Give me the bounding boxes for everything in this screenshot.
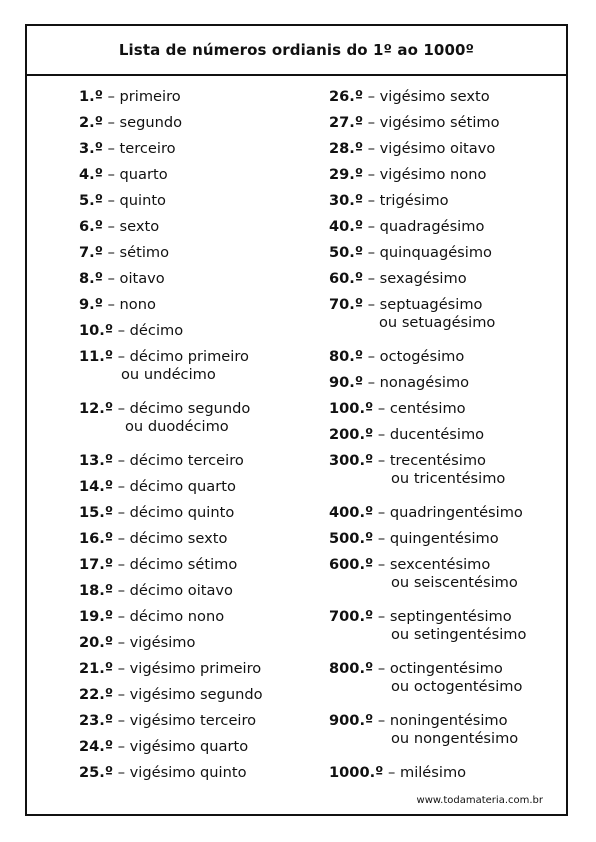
ordinal-name: sexto [119, 218, 160, 235]
ordinal-number: 100.º [329, 400, 374, 417]
entry-line [79, 530, 227, 547]
ordinal-name: octogésimo [379, 348, 465, 365]
ordinal-number: 26.º [329, 88, 364, 105]
dash-separator: – [102, 114, 120, 131]
entry-line [79, 764, 247, 781]
ordinal-name: centésimo [389, 400, 466, 417]
ordinal-number: 23.º [79, 712, 114, 729]
dash-separator: – [102, 192, 120, 209]
list-item [79, 114, 182, 132]
entry-line [329, 296, 482, 313]
dash-separator: – [363, 218, 380, 235]
ordinal-number: 22.º [79, 686, 114, 703]
dash-separator: – [102, 140, 120, 157]
ordinal-name: vigésimo sexto [379, 88, 490, 105]
ordinal-name: primeiro [119, 88, 181, 105]
list-item [79, 556, 237, 574]
dash-separator: – [102, 296, 120, 313]
entry-line [329, 426, 484, 443]
list-item [329, 660, 522, 696]
ordinal-number: 12.º [79, 400, 114, 417]
ordinal-name: décimo primeiro [129, 348, 249, 365]
ordinal-number: 18.º [79, 582, 114, 599]
entry-line [79, 608, 224, 625]
ordinal-name: vigésimo quarto [129, 738, 249, 755]
ordinal-name: terceiro [119, 140, 176, 157]
ordinal-name: décimo terceiro [129, 452, 244, 469]
ordinal-number: 28.º [329, 140, 364, 157]
dash-separator: – [102, 270, 120, 287]
website-footer: www.todamateria.com.br [416, 795, 543, 806]
ordinal-number: 24.º [79, 738, 114, 755]
entry-line [329, 244, 492, 261]
dash-separator: – [363, 192, 380, 209]
ordinal-number: 6.º [79, 218, 103, 235]
list-item [329, 556, 518, 592]
dash-separator: – [373, 530, 390, 547]
list-item [79, 166, 168, 184]
ordinal-number: 8.º [79, 270, 103, 287]
list-item [79, 452, 244, 470]
list-item [329, 348, 464, 366]
list-item [79, 634, 195, 652]
dash-separator: – [113, 582, 130, 599]
list-item [79, 660, 261, 678]
dash-separator: – [102, 88, 120, 105]
dash-separator: – [383, 764, 400, 781]
list-item [329, 114, 500, 132]
list-item [79, 322, 183, 340]
ordinal-number: 25.º [79, 764, 114, 781]
list-item [79, 140, 176, 158]
entry-line [329, 270, 467, 287]
list-item [329, 530, 499, 548]
entry-line [329, 400, 466, 417]
ordinal-name: décimo nono [129, 608, 225, 625]
ordinal-number: 11.º [79, 348, 114, 365]
alternative-name: ou seiscentésimo [391, 574, 518, 591]
dash-separator: – [113, 556, 130, 573]
entry-line [329, 374, 469, 391]
ordinal-name: segundo [119, 114, 183, 131]
list-item [329, 608, 526, 644]
dash-separator: – [373, 452, 390, 469]
dash-separator: – [113, 504, 130, 521]
ordinal-name: quinquagésimo [379, 244, 492, 261]
ordinal-number: 3.º [79, 140, 103, 157]
ordinal-name: vigésimo sétimo [379, 114, 500, 131]
dash-separator: – [373, 556, 390, 573]
ordinal-number: 500.º [329, 530, 374, 547]
list-item [329, 504, 523, 522]
ordinal-number: 60.º [329, 270, 364, 287]
ordinal-name: oitavo [119, 270, 165, 287]
dash-separator: – [363, 244, 380, 261]
ordinal-number: 50.º [329, 244, 364, 261]
ordinal-number: 21.º [79, 660, 114, 677]
entry-line [79, 166, 168, 183]
entry-line [329, 452, 486, 469]
ordinal-number: 9.º [79, 296, 103, 313]
ordinal-number: 700.º [329, 608, 374, 625]
entry-line [329, 530, 499, 547]
entry-line [79, 582, 233, 599]
dash-separator: – [102, 218, 120, 235]
entry-line [79, 660, 261, 677]
dash-separator: – [102, 244, 120, 261]
ordinal-number: 800.º [329, 660, 374, 677]
entry-line [79, 400, 250, 417]
entry-line [329, 504, 523, 521]
ordinal-number: 17.º [79, 556, 114, 573]
dash-separator: – [373, 608, 390, 625]
list-item [79, 270, 165, 288]
dash-separator: – [363, 88, 380, 105]
entry-line [329, 608, 512, 625]
entry-line [329, 114, 500, 131]
entry-line [79, 686, 263, 703]
ordinal-name: vigésimo oitavo [379, 140, 496, 157]
ordinal-name: décimo segundo [129, 400, 251, 417]
ordinal-number: 70.º [329, 296, 364, 313]
ordinal-name: quinto [119, 192, 166, 209]
list-item [329, 166, 486, 184]
entry-line [329, 348, 464, 365]
list-item [329, 88, 490, 106]
entry-line [329, 88, 490, 105]
entry-line [329, 712, 508, 729]
ordinal-number: 1.º [79, 88, 103, 105]
list-item [79, 504, 234, 522]
ordinal-number: 300.º [329, 452, 374, 469]
entry-line [79, 296, 156, 313]
document-frame [25, 24, 568, 816]
ordinal-number: 20.º [79, 634, 114, 651]
list-item [329, 712, 518, 748]
dash-separator: – [363, 270, 380, 287]
ordinal-number: 5.º [79, 192, 103, 209]
ordinal-name: sexagésimo [379, 270, 467, 287]
list-item [329, 192, 449, 210]
alternative-name: ou nongentésimo [391, 730, 519, 747]
entry-line [329, 140, 495, 157]
list-item [79, 218, 159, 236]
entry-line [79, 192, 166, 209]
dash-separator: – [113, 712, 130, 729]
dash-separator: – [363, 114, 380, 131]
ordinal-number: 30.º [329, 192, 364, 209]
list-item [79, 582, 233, 600]
alternative-name: ou duodécimo [125, 418, 229, 435]
entry-line [79, 88, 181, 105]
ordinal-name: septingentésimo [389, 608, 512, 625]
ordinal-number: 1000.º [329, 764, 384, 781]
entry-line [79, 504, 234, 521]
ordinal-name: noningentésimo [389, 712, 508, 729]
list-item [79, 530, 227, 548]
list-item [329, 270, 467, 288]
dash-separator: – [113, 452, 130, 469]
ordinal-name: vigésimo primeiro [129, 660, 262, 677]
entry-line [79, 322, 183, 339]
list-item [329, 400, 466, 418]
ordinal-name: quingentésimo [389, 530, 499, 547]
ordinal-name: quarto [119, 166, 168, 183]
ordinal-name: sétimo [119, 244, 170, 261]
list-item [329, 374, 469, 392]
ordinal-name: milésimo [399, 764, 467, 781]
ordinal-number: 29.º [329, 166, 364, 183]
list-item [329, 764, 466, 782]
alternative-name: ou octogentésimo [391, 678, 523, 695]
dash-separator: – [373, 426, 390, 443]
title-bar [27, 26, 566, 76]
dash-separator: – [373, 660, 390, 677]
list-item [329, 296, 495, 332]
dash-separator: – [373, 712, 390, 729]
dash-separator: – [113, 400, 130, 417]
dash-separator: – [113, 322, 130, 339]
alternative-name: ou setingentésimo [391, 626, 527, 643]
list-item [329, 452, 505, 488]
dash-separator: – [113, 478, 130, 495]
list-item [79, 244, 169, 262]
entry-line [329, 660, 503, 677]
ordinal-name: vigésimo quinto [129, 764, 247, 781]
list-item [79, 764, 247, 782]
dash-separator: – [113, 686, 130, 703]
entry-line [79, 140, 176, 157]
page-title: Lista de números ordianis do 1º ao 1000º [118, 41, 475, 59]
list-item [79, 296, 156, 314]
ordinal-name: sexcentésimo [389, 556, 491, 573]
dash-separator: – [102, 166, 120, 183]
ordinal-name: vigésimo [129, 634, 196, 651]
ordinal-number: 200.º [329, 426, 374, 443]
entry-line [79, 244, 169, 261]
list-item [329, 426, 484, 444]
ordinal-number: 600.º [329, 556, 374, 573]
list-item [329, 218, 484, 236]
entry-line [329, 166, 486, 183]
ordinal-number: 400.º [329, 504, 374, 521]
entry-line [79, 270, 165, 287]
dash-separator: – [363, 296, 380, 313]
ordinal-name: décimo [129, 322, 184, 339]
alternative-name: ou setuagésimo [379, 314, 496, 331]
ordinal-name: décimo quarto [129, 478, 236, 495]
ordinal-name: trecentésimo [389, 452, 486, 469]
entry-line [79, 634, 195, 651]
ordinal-number: 40.º [329, 218, 364, 235]
list-item [79, 686, 263, 704]
dash-separator: – [363, 348, 380, 365]
entry-line [329, 556, 490, 573]
ordinal-number: 16.º [79, 530, 114, 547]
ordinal-number: 19.º [79, 608, 114, 625]
ordinal-name: vigésimo segundo [129, 686, 263, 703]
ordinal-name: décimo sexto [129, 530, 228, 547]
ordinal-number: 7.º [79, 244, 103, 261]
alternative-name: ou tricentésimo [391, 470, 506, 487]
entry-line [79, 452, 244, 469]
ordinal-number: 80.º [329, 348, 364, 365]
list-item [329, 140, 495, 158]
ordinal-name: ducentésimo [389, 426, 485, 443]
dash-separator: – [363, 374, 380, 391]
entry-line [79, 712, 256, 729]
dash-separator: – [363, 140, 380, 157]
ordinal-number: 4.º [79, 166, 103, 183]
ordinal-name: quadringentésimo [389, 504, 523, 521]
dash-separator: – [113, 764, 130, 781]
dash-separator: – [113, 608, 130, 625]
ordinal-name: nonagésimo [379, 374, 470, 391]
ordinal-number: 13.º [79, 452, 114, 469]
ordinal-name: vigésimo nono [379, 166, 487, 183]
ordinal-number: 10.º [79, 322, 114, 339]
list-item [79, 608, 224, 626]
list-item [329, 244, 492, 262]
ordinal-name: octingentésimo [389, 660, 503, 677]
list-item [79, 478, 236, 496]
ordinal-name: vigésimo terceiro [129, 712, 257, 729]
entry-line [79, 114, 182, 131]
ordinal-number: 27.º [329, 114, 364, 131]
entry-line [79, 218, 159, 235]
list-item [79, 88, 181, 106]
entry-line [329, 218, 484, 235]
ordinal-name: décimo quinto [129, 504, 235, 521]
dash-separator: – [363, 166, 380, 183]
ordinal-name: décimo sétimo [129, 556, 238, 573]
ordinal-name: septuagésimo [379, 296, 483, 313]
dash-separator: – [373, 400, 390, 417]
entry-line [329, 764, 466, 781]
ordinal-number: 900.º [329, 712, 374, 729]
dash-separator: – [113, 634, 130, 651]
list-item [79, 400, 250, 436]
alternative-name: ou undécimo [121, 366, 216, 383]
ordinal-number: 14.º [79, 478, 114, 495]
ordinal-name: décimo oitavo [129, 582, 233, 599]
dash-separator: – [113, 348, 130, 365]
entry-line [329, 192, 449, 209]
entry-line [79, 348, 249, 365]
ordinal-name: trigésimo [379, 192, 449, 209]
ordinal-name: quadragésimo [379, 218, 485, 235]
list-item [79, 738, 248, 756]
dash-separator: – [113, 530, 130, 547]
entry-line [79, 478, 236, 495]
dash-separator: – [113, 738, 130, 755]
list-item [79, 192, 166, 210]
ordinal-number: 2.º [79, 114, 103, 131]
list-item [79, 348, 249, 384]
dash-separator: – [113, 660, 130, 677]
list-item [79, 712, 256, 730]
entry-line [79, 556, 237, 573]
dash-separator: – [373, 504, 390, 521]
ordinal-number: 90.º [329, 374, 364, 391]
entry-line [79, 738, 248, 755]
ordinal-number: 15.º [79, 504, 114, 521]
ordinal-name: nono [119, 296, 156, 313]
